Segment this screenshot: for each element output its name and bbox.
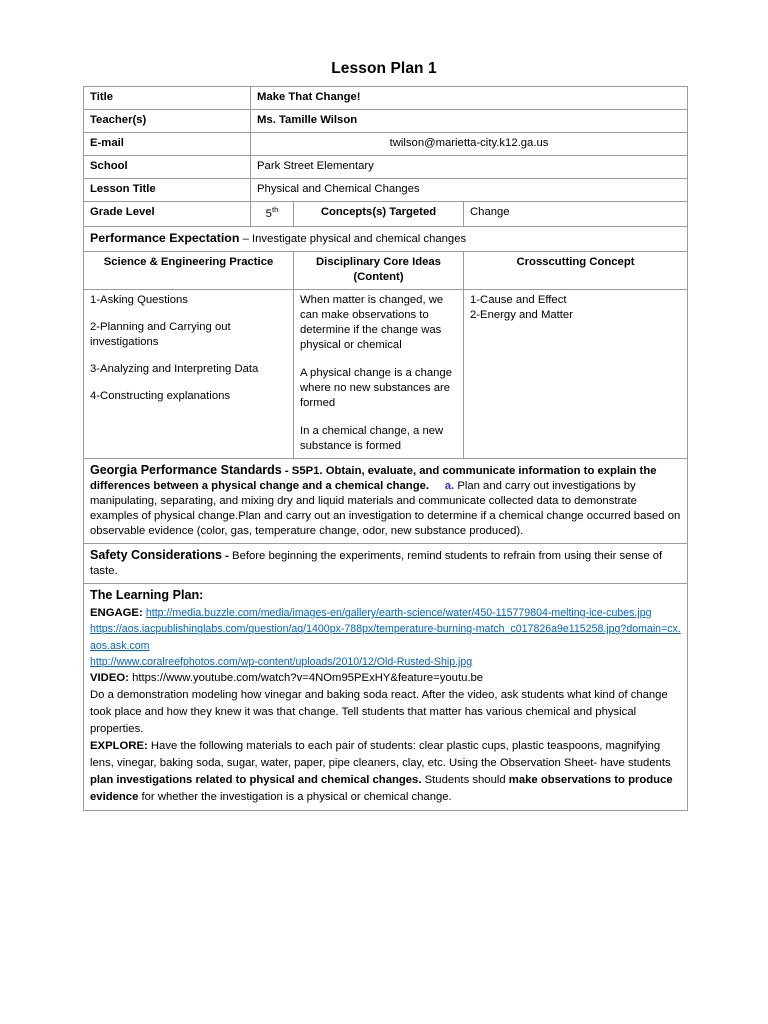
table-row-performance-expectation xyxy=(84,226,688,251)
explore-paragraph xyxy=(90,738,681,806)
row-value-email: twilson@marietta-city.k12.ga.us xyxy=(251,133,688,156)
row-label-title: Title xyxy=(84,87,251,110)
row-label-email: E-mail xyxy=(84,133,251,156)
row-value-lesson-title: Physical and Chemical Changes xyxy=(251,179,688,202)
grade-level-value xyxy=(251,202,294,227)
table-row-column-headers xyxy=(84,251,688,289)
table-row-lesson-title xyxy=(84,179,688,202)
georgia-standards-heading: Georgia Performance Standards xyxy=(90,463,282,478)
column-body-crosscutting xyxy=(464,289,688,458)
table-row-school xyxy=(84,156,688,179)
concepts-targeted-label: Concepts(s) Targeted xyxy=(294,202,464,227)
explore-label: EXPLORE: xyxy=(90,740,148,753)
practice-item: 1-Asking Questions xyxy=(90,293,188,306)
video-line xyxy=(90,670,681,687)
row-value-title: Make That Change! xyxy=(251,87,688,110)
georgia-standards-sub-marker: a. xyxy=(444,480,455,493)
engage-link-3[interactable]: http://www.coralreefphotos.com/wp-content/uploads/2010/12/Old-Rusted-Ship.jpg xyxy=(90,656,473,669)
practice-item: 3-Analyzing and Interpreting Data xyxy=(90,362,259,375)
grade-number: 5 xyxy=(265,207,272,220)
row-label-school: School xyxy=(84,156,251,179)
grade-suffix: th xyxy=(271,205,279,215)
column-header-practice: Science & Engineering Practice xyxy=(84,251,294,289)
safety-cell xyxy=(84,544,688,584)
explore-bold-phrase-2: make observations to produce evidence xyxy=(90,774,673,803)
georgia-standards-body-text: Plan and carry out investigations by manipulating, separating, and mixing dry and liquid materials and communicate collected data to demonstrate examples of physical change.Plan and carry out an investigation to determine if a chemical change occurred based on observable evidence (color, gas, temperature change, odor, new substance produced). xyxy=(90,480,681,538)
performance-expectation-dash: – xyxy=(239,232,252,245)
engage-paragraph: Do a demonstration modeling how vinegar and baking soda react. After the video, ask students what kind of change took place and how they knew it was that change. Tell students that matter has various chemical and physical properties. xyxy=(90,689,668,736)
engage-label: ENGAGE: xyxy=(90,606,143,619)
engage-link-1[interactable]: http://media.buzzle.com/media/images-en/gallery/earth-science/water/450-115779804-melting-ice-cubes.jpg xyxy=(145,606,652,619)
column-body-core-ideas xyxy=(294,289,464,458)
explore-bold-phrase-1: plan investigations related to physical and chemical changes. xyxy=(90,774,422,787)
column-body-practice xyxy=(84,289,294,458)
row-value-teachers: Ms. Tamille Wilson xyxy=(251,110,688,133)
learning-plan-cell xyxy=(84,584,688,811)
explore-text-part2: Students should xyxy=(421,774,509,787)
practice-item: 4-Constructing explanations xyxy=(90,389,231,402)
core-idea-item: In a chemical change, a new substance is formed xyxy=(300,425,444,453)
performance-expectation-label: Performance Expectation xyxy=(90,230,240,245)
safety-dash: - xyxy=(221,550,233,563)
table-row-learning-plan xyxy=(84,584,688,811)
safety-text: Before beginning the experiments, remind students to refrain from using their sense of taste. xyxy=(90,550,663,578)
row-label-lesson-title: Lesson Title xyxy=(84,179,251,202)
lesson-plan-table xyxy=(83,86,688,811)
video-label: VIDEO: xyxy=(90,672,129,685)
engage-links-block xyxy=(90,605,681,671)
crosscutting-item: 2-Energy and Matter xyxy=(470,308,573,321)
core-idea-item: A physical change is a change where no new substances are formed xyxy=(300,366,452,409)
georgia-standards-bold-text: S5P1. Obtain, evaluate, and communicate information to explain the differences between a physical change and a chemical change. xyxy=(90,465,657,493)
row-label-grade-level: Grade Level xyxy=(84,202,251,227)
performance-expectation-text: Investigate physical and chemical changes xyxy=(252,232,467,245)
performance-expectation-cell xyxy=(84,226,688,251)
explore-text-part1: Have the following materials to each pair of students: clear plastic cups, plastic teaspoons, magnifying lens, vinegar, baking soda, sugar, water, paper, pipe cleaners, clay, etc. Using the Observation Sheet- have students xyxy=(90,740,671,770)
column-header-core-ideas: Disciplinary Core Ideas (Content) xyxy=(294,251,464,289)
georgia-standards-cell xyxy=(84,459,688,544)
crosscutting-item: 1-Cause and Effect xyxy=(470,293,567,306)
table-row-georgia-standards xyxy=(84,459,688,544)
table-row-safety xyxy=(84,544,688,584)
core-idea-item: When matter is changed, we can make observations to determine if the change was physical or chemical xyxy=(300,293,444,351)
table-row-teachers xyxy=(84,110,688,133)
explore-text-part3: for whether the investigation is a physical or chemical change. xyxy=(138,790,452,803)
engage-link-2[interactable]: https://aos.iacpublishinglabs.com/question/aq/1400px-788px/temperature-burning-match_c017826a9e115258.jpg?domain=cx.aos.ask.com xyxy=(90,623,681,652)
practice-item: 2-Planning and Carrying out investigations xyxy=(90,320,231,348)
row-value-school: Park Street Elementary xyxy=(251,156,688,179)
concepts-targeted-value: Change xyxy=(464,202,688,227)
safety-heading: Safety Considerations xyxy=(90,548,222,563)
row-label-teachers: Teacher(s) xyxy=(84,110,251,133)
table-row-title xyxy=(84,87,688,110)
page-title: Lesson Plan 1 xyxy=(331,60,437,77)
table-row-column-bodies xyxy=(84,289,688,458)
table-row-email xyxy=(84,133,688,156)
column-header-crosscutting: Crosscutting Concept xyxy=(464,251,688,289)
video-url: https://www.youtube.com/watch?v=4NOm95PExHY&feature=youtu.be xyxy=(132,672,484,685)
learning-plan-heading: The Learning Plan: xyxy=(90,588,204,603)
georgia-standards-dash: - xyxy=(281,465,292,478)
table-row-grade-level xyxy=(84,202,688,227)
